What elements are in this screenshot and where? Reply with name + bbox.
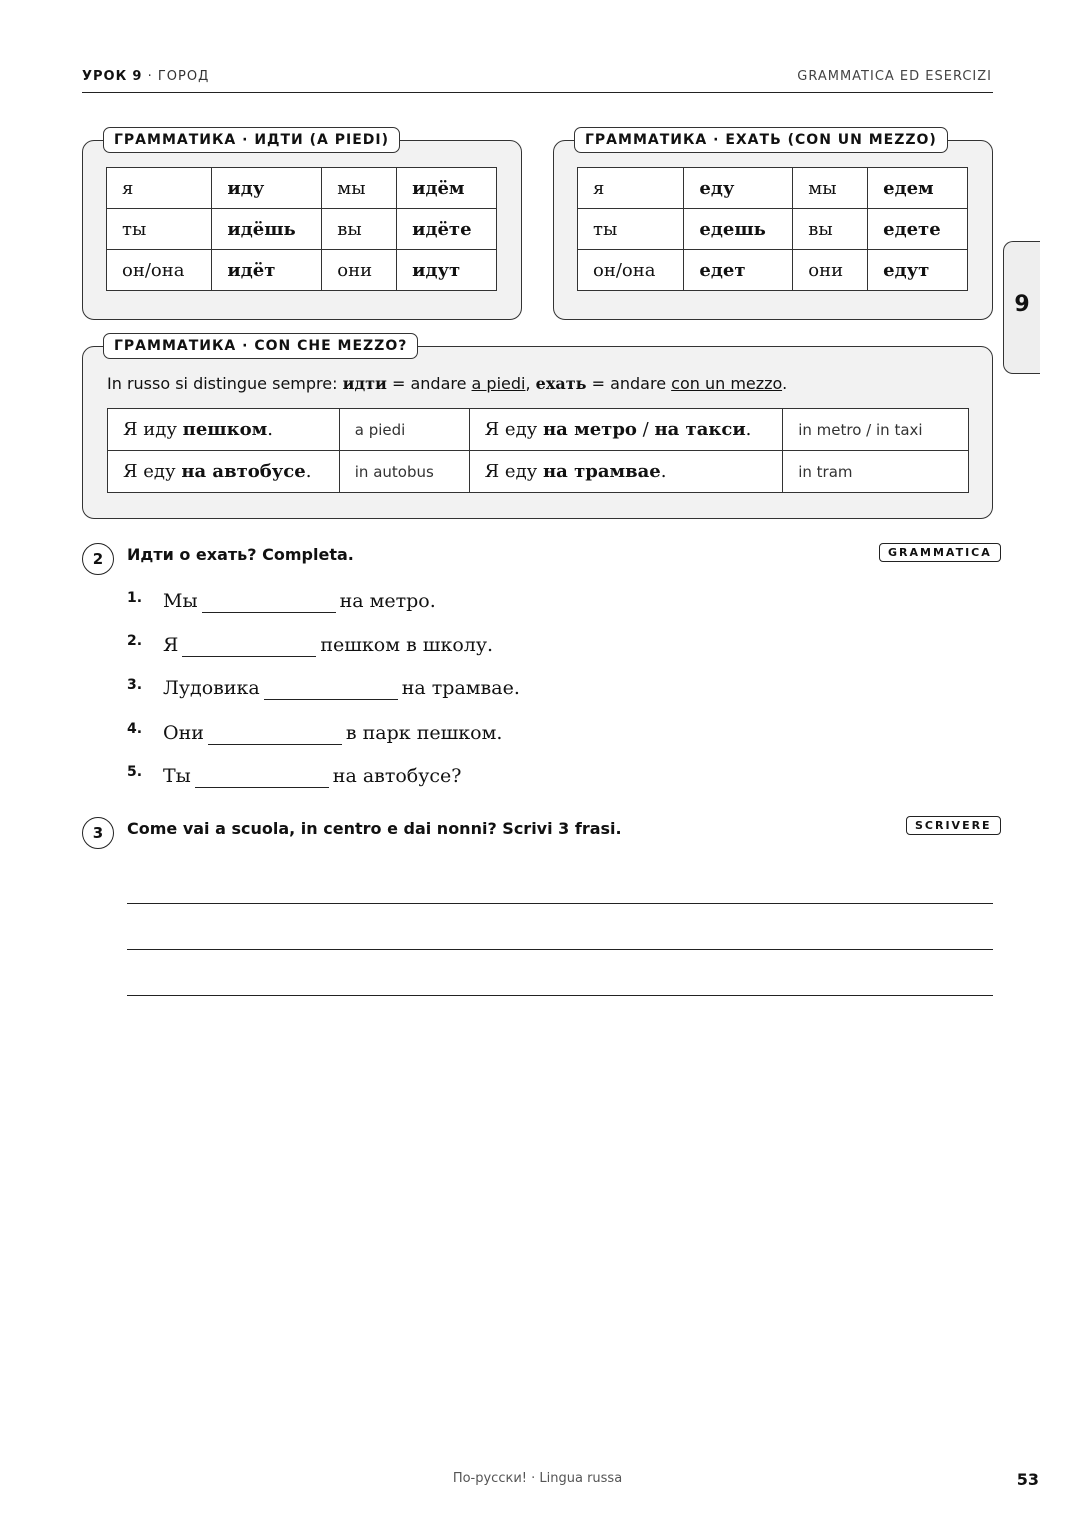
pronoun-cell: они [793, 250, 868, 291]
table-row [107, 250, 497, 291]
verb-form-cell: едет [684, 250, 793, 291]
verb-form-cell: идут [397, 250, 497, 291]
conjugation-table-ekhat [577, 167, 968, 291]
verb-form-cell: идёт [212, 250, 322, 291]
item-number: 3. [127, 677, 143, 693]
phrase-bold: на трамвае [542, 461, 661, 482]
answer-blank[interactable] [195, 767, 329, 788]
table-row [578, 250, 968, 291]
grammar-intro-text [107, 374, 787, 393]
pronoun-cell: ты [107, 209, 212, 250]
page-number: 53 [1016, 1470, 1039, 1489]
table-row [108, 451, 969, 493]
pronoun-cell: ты [578, 209, 684, 250]
item-text: пешком в школу. [320, 634, 494, 656]
list-item [163, 590, 436, 613]
grammar-label-ekhat: ГРАММАТИКА · ЕХАТЬ (CON UN MEZZO) [574, 127, 948, 153]
phrase-text: / [636, 419, 655, 440]
table-row [107, 209, 497, 250]
verb-form-cell: едешь [684, 209, 793, 250]
header-rule [82, 92, 993, 93]
russian-phrase-cell [108, 451, 340, 493]
phrase-text: Я еду [484, 419, 543, 440]
item-number: 1. [127, 590, 143, 606]
phrase-bold: на такси [654, 419, 746, 440]
russian-phrase-cell [108, 409, 340, 451]
phrase-text: . [305, 461, 312, 482]
phrase-text: . [745, 419, 752, 440]
header-section: GRAMMATICA ED ESERCIZI [797, 69, 992, 84]
phrase-text: . [660, 461, 667, 482]
chapter-number: 9 [1014, 292, 1030, 317]
item-text: на трамвае. [401, 677, 520, 699]
item-text: Ты [163, 765, 191, 787]
phrase-bold: на автобусе [181, 461, 306, 482]
intro-underlined: con un mezzo [671, 374, 783, 393]
pronoun-cell: они [322, 250, 397, 291]
exercise-title: Идти o ехать? Completa. [127, 545, 354, 564]
item-number: 5. [127, 764, 143, 780]
table-row [107, 168, 497, 209]
table-row [578, 168, 968, 209]
grammar-label-mezzo: ГРАММАТИКА · CON CHE MEZZO? [103, 333, 418, 359]
pronoun-cell: мы [793, 168, 868, 209]
table-row [108, 409, 969, 451]
phrase-bold: на метро [542, 419, 637, 440]
skill-tag: SCRIVERE [906, 816, 1001, 835]
item-text: на метро. [339, 590, 436, 612]
item-text: на автобусе? [332, 765, 462, 787]
italian-cell: in autobus [339, 451, 469, 493]
lesson-number: 9 [132, 69, 143, 84]
exercise-number: 3 [82, 817, 114, 849]
answer-blank[interactable] [182, 636, 316, 657]
answer-blank[interactable] [264, 679, 398, 700]
intro-verb-ekhat: ехать [535, 374, 587, 393]
chapter-side-tab [1003, 241, 1040, 374]
item-number: 2. [127, 633, 143, 649]
answer-blank[interactable] [202, 592, 336, 613]
grammar-box-mezzo [82, 338, 993, 519]
verb-form-cell: идёшь [212, 209, 322, 250]
verb-form-cell: едем [868, 168, 968, 209]
answer-blank[interactable] [208, 724, 342, 745]
lesson-label: УРОК [82, 69, 128, 84]
item-text: Они [163, 722, 204, 744]
writing-line[interactable] [127, 995, 993, 996]
intro-underlined: a piedi [471, 374, 526, 393]
list-item [163, 722, 502, 745]
item-text: Лудовика [163, 677, 260, 699]
writing-line[interactable] [127, 949, 993, 950]
grammar-box-idti [82, 132, 522, 320]
verb-form-cell: едут [868, 250, 968, 291]
phrase-text: Я еду [123, 461, 182, 482]
conjugation-table-idti [106, 167, 497, 291]
italian-cell: in metro / in taxi [783, 409, 969, 451]
intro-text: = andare [386, 374, 472, 393]
russian-phrase-cell [469, 409, 783, 451]
phrase-bold: пешком [182, 419, 268, 440]
verb-form-cell: еду [684, 168, 793, 209]
intro-text: In russo si distingue sempre: [107, 374, 343, 393]
verb-form-cell: идёте [397, 209, 497, 250]
item-text: в парк пешком. [345, 722, 503, 744]
intro-text: . [782, 374, 788, 393]
verb-form-cell: иду [212, 168, 322, 209]
writing-line[interactable] [127, 903, 993, 904]
skill-tag: GRAMMATICA [879, 543, 1001, 562]
russian-phrase-cell [469, 451, 783, 493]
pronoun-cell: вы [793, 209, 868, 250]
lesson-title: ГОРОД [157, 69, 210, 84]
intro-text: , [525, 374, 536, 393]
grammar-label-idti: ГРАММАТИКА · ИДТИ (A PIEDI) [103, 127, 400, 153]
intro-text: = andare [586, 374, 672, 393]
pronoun-cell: мы [322, 168, 397, 209]
header-separator: · [147, 69, 153, 84]
item-text: Я [163, 634, 179, 656]
verb-form-cell: идём [397, 168, 497, 209]
phrase-text: . [267, 419, 274, 440]
transport-table [107, 408, 969, 493]
item-number: 4. [127, 721, 143, 737]
table-row [578, 209, 968, 250]
pronoun-cell: он/она [578, 250, 684, 291]
list-item [163, 677, 520, 700]
italian-cell: a piedi [339, 409, 469, 451]
pronoun-cell: он/она [107, 250, 212, 291]
italian-cell: in tram [783, 451, 969, 493]
verb-form-cell: едете [868, 209, 968, 250]
footer-book-title: По-русски! · Lingua russa [452, 1471, 623, 1486]
pronoun-cell: вы [322, 209, 397, 250]
list-item [163, 634, 493, 657]
list-item [163, 765, 462, 788]
grammar-box-ekhat [553, 132, 993, 320]
pronoun-cell: я [578, 168, 684, 209]
header-lesson [82, 69, 209, 84]
exercise-number: 2 [82, 543, 114, 575]
phrase-text: Я иду [123, 419, 183, 440]
exercise-title: Come vai a scuola, in centro e dai nonni? Scrivi 3 frasi. [127, 819, 622, 838]
intro-verb-idti: идти [342, 374, 387, 393]
pronoun-cell: я [107, 168, 212, 209]
phrase-text: Я еду [484, 461, 543, 482]
item-text: Мы [163, 590, 198, 612]
